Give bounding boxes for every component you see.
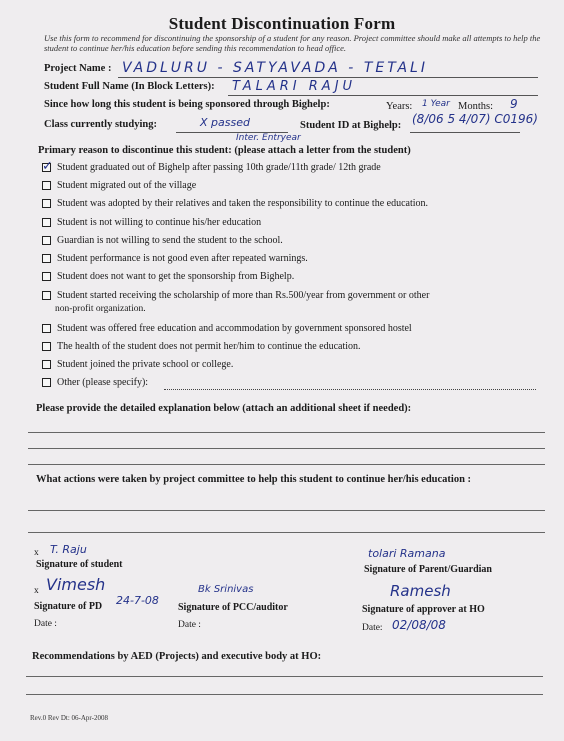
reason-label: Student does not want to get the sponsorship from Bighelp. [57,271,295,282]
student-signature[interactable]: T. Raju [50,543,87,556]
reason-checkbox[interactable] [42,291,51,300]
reason-label: Student graduated out of Bighelp after passing 10th grade/11th grade/ 12th grade [57,162,381,173]
recommendations-heading: Recommendations by AED (Projects) and executive body at HO: [32,651,322,662]
approver-signature-label: Signature of approver at HO [362,604,485,615]
parent-signature[interactable]: tolari Ramana [368,547,446,560]
class-label: Class currently studying: [44,119,157,130]
pd-signature[interactable]: Vimesh [46,575,106,594]
years-value[interactable]: 1 Year [422,99,450,109]
x-mark: x [34,548,39,558]
explanation-line[interactable] [28,432,545,433]
student-id-label: Student ID at Bighelp: [300,120,402,131]
student-signature-label: Signature of student [36,559,123,570]
student-id-line [410,132,520,133]
reason-checkbox[interactable] [42,272,51,281]
reason-checkbox[interactable] [42,236,51,245]
reason-label: Guardian is not willing to send the student to the school. [57,235,283,246]
reason-label: Other (please specify): [57,377,149,388]
approver-signature[interactable]: Ramesh [390,582,451,600]
reason-label: Student performance is not good even after repeated warnings. [57,253,308,264]
explanation-line[interactable] [28,448,545,449]
student-id-value[interactable]: (8/06 5 4/07) C0196) [412,112,538,126]
pd-date-handwritten[interactable]: 24-7-08 [116,594,159,607]
reason-item[interactable] [42,180,196,191]
reason-checkbox[interactable] [42,360,51,369]
months-label: Months: [458,101,494,112]
project-name-label: Project Name : [44,63,112,74]
reason-checkbox[interactable] [42,254,51,263]
reason-checkbox[interactable] [42,324,51,333]
student-name-label: Student Full Name (In Block Letters): [44,81,215,92]
reason-item[interactable] [42,253,308,264]
approver-date-value[interactable]: 02/08/08 [392,618,446,632]
student-name-value[interactable]: TALARI RAJU [232,79,357,94]
project-name-value[interactable]: VADLURU - SATYAVADA - TETALI [122,60,428,76]
reason-checkbox[interactable] [42,218,51,227]
parent-signature-label: Signature of Parent/Guardian [364,564,492,575]
pcc-signature-label: Signature of PCC/auditor [178,602,288,613]
revision-footer: Rev.0 Rev Dt: 06-Apr-2008 [30,714,108,722]
reason-item[interactable] [42,158,381,173]
reason-label: Student was offered free education and accommodation by government sponsored hostel [57,323,412,334]
reason-label: Student is not willing to continue his/her education [57,217,262,228]
reason-label: Student migrated out of the village [57,180,197,191]
actions-heading: What actions were taken by project committee to help this student to continue her/his education : [36,474,472,485]
reason-label: Student joined the private school or college. [57,359,234,370]
explanation-heading: Please provide the detailed explanation below (attach an additional sheet if needed): [36,403,412,414]
actions-line[interactable] [28,532,545,533]
reason-item[interactable] [42,323,412,334]
reason-checkbox[interactable] [42,342,51,351]
reason-item[interactable] [42,359,233,370]
student-name-line [228,95,538,96]
reason-item[interactable] [42,341,361,352]
pd-signature-label: Signature of PD [34,601,103,612]
approver-date-label: Date: [362,623,383,633]
months-value[interactable]: 9 [510,97,518,111]
reason-item[interactable] [42,235,283,246]
reason-label: Student was adopted by their relatives and taken the responsibility to continue the education. [57,198,429,209]
reason-checkbox[interactable] [42,378,51,387]
reason-continuation: non-profit organization. [55,304,146,314]
class-note: Inter. Entryear [236,133,301,143]
reason-item[interactable] [42,217,261,228]
check-mark-icon: ✓ [42,158,53,173]
pd-date-label: Date : [34,619,57,629]
explanation-line[interactable] [28,464,545,465]
form-title: Student Discontinuation Form [168,14,396,33]
other-specify-line[interactable] [164,389,536,390]
form-instructions: Use this form to recommend for discontinuing the sponsorship of a student for any reason. Project committee should make all attempts to help the student to continue her/his education before sending this recommendation to head office. [44,33,541,53]
recommendations-line[interactable] [26,676,543,677]
actions-line[interactable] [28,510,545,511]
project-name-line [118,77,538,78]
reason-item[interactable] [42,290,429,301]
reason-label: The health of the student does not permit her/him to continue the education. [57,341,361,352]
reason-item[interactable] [42,198,428,209]
since-label: Since how long this student is being sponsored through Bighelp: [44,99,330,110]
x-mark: x [34,586,39,596]
reason-label: Student started receiving the scholarship of more than Rs.500/year from government or other [57,290,430,301]
reason-checkbox[interactable] [42,199,51,208]
class-value[interactable]: X passed [200,116,250,129]
reason-item[interactable] [42,377,148,388]
recommendations-line[interactable] [26,694,543,695]
pcc-signature[interactable]: Bk Srinivas [198,584,254,595]
reason-checkbox[interactable] [42,181,51,190]
reason-item[interactable] [42,271,294,282]
reasons-heading: Primary reason to discontinue this student: (please attach a letter from the student) [38,145,411,156]
pcc-date-label: Date : [178,620,201,630]
years-label: Years: [386,101,413,112]
reason-checkbox[interactable] [42,158,53,173]
